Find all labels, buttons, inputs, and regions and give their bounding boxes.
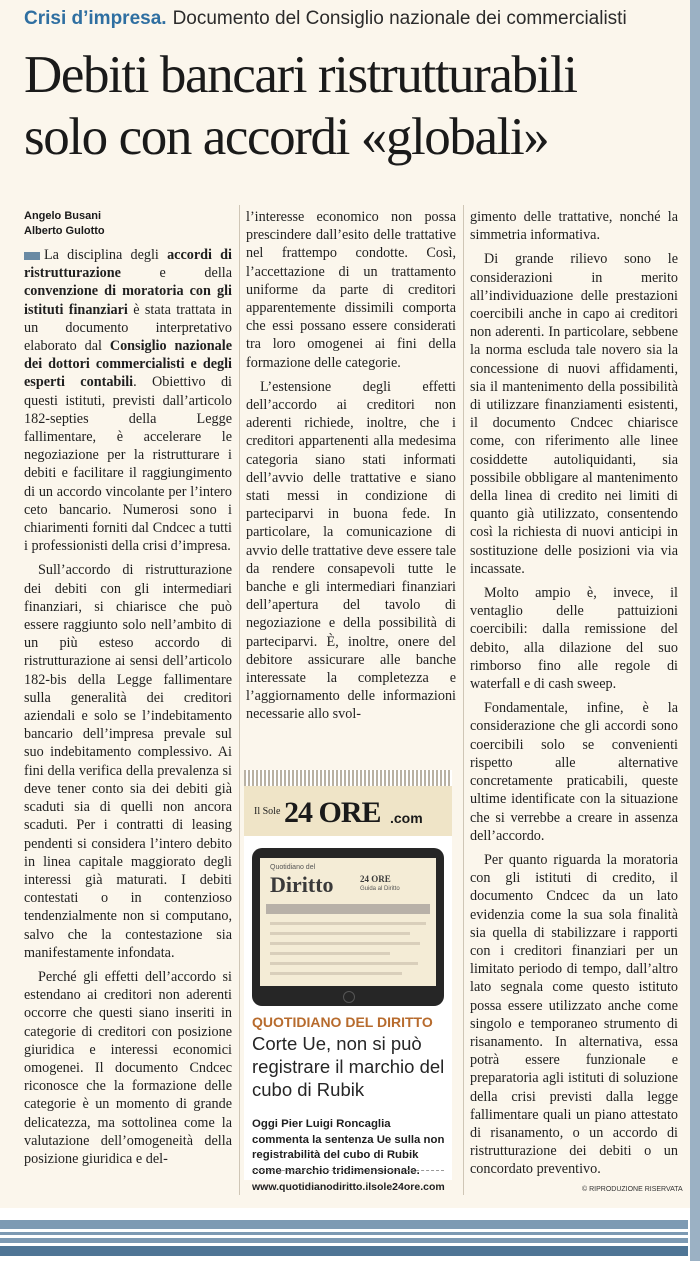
lead-marker [24, 252, 40, 260]
footer-bar [0, 1246, 688, 1256]
tablet-content-line [270, 962, 418, 965]
promo-headline[interactable]: Corte Ue, non si può registrare il marchio del cubo di Rubik [252, 1033, 445, 1100]
paragraph: Di grande rilievo sono le considerazioni in merito all’individuazione delle prestazioni coercibili anche in capo ai creditori non aderenti. In particolare, sebbene la norma escluda tale novero sia la concessione di nuovi affidamenti, sia il mantenimento della possibilità di utilizzare finanziamenti esistenti, il documento Cndcec chiarisce come, con riferimento alle linee cosiddette autoliquidanti, sia possibile obbligare al mantenimento della linea di credito nei limiti di quanto già utilizzato, consentendo così la richiesta di nuovi anticipi in sostituzione delle posizioni via via incassate. [470, 251, 678, 577]
author-name: Angelo Busani [24, 210, 102, 222]
author-name: Alberto Gulotto [24, 225, 105, 237]
promo-url-link[interactable]: www.quotidianodiritto.ilsole24ore.com [252, 1181, 445, 1193]
tablet-content-line [270, 942, 420, 945]
article-title [24, 44, 684, 168]
tablet-screen [260, 858, 436, 986]
section-label: Crisi d’impresa. [24, 8, 167, 29]
byline [24, 209, 105, 239]
footer-bar [0, 1232, 688, 1235]
tablet-content-line [270, 922, 426, 925]
logo-domain: .com [390, 810, 423, 826]
paragraph: gimento delle trattative, nonché la simmetria informativa. [470, 209, 678, 244]
promo-tag: QUOTIDIANO DEL DIRITTO [252, 1014, 433, 1030]
footer-bar [0, 1220, 688, 1229]
promo-stripe [244, 770, 452, 786]
tablet-content-line [270, 952, 390, 955]
article-column-3 [470, 208, 678, 1179]
tablet-content-line [270, 932, 410, 935]
promo-box [244, 770, 452, 1193]
copyright-notice: © RIPRODUZIONE RISERVATA [582, 1186, 683, 1193]
article-column-1 [24, 246, 232, 1168]
title-line-1: Debiti bancari ristrutturabili [24, 46, 577, 104]
page-footer-band [0, 1208, 700, 1261]
lead-paragraph: La disciplina degli accordi di ristrutturazione e della convenzione di moratoria con gli istituti finanziari è stata trattata in un documento interpretativo elaborato dal Consiglio nazionale dei dottori commercialisti e degli esperti contabili. Obiettivo di questi istituti, previsti dall’articolo 182-septies della Legge fallimentare, è accelerare le negoziazione per la ristrutturare i debiti e facilitare il raggiungimento di un accordo vincolante per l’intero ceto bancario. Numerosi sono i chiarimenti forniti dal Cndcec a tutti i professionisti della crisi d’impresa. [24, 247, 232, 555]
tablet-sub: Guida al Diritto [360, 886, 400, 892]
logo-big-text: 24 ORE [284, 796, 381, 829]
paragraph: L’estensione degli effetti dell’accordo ai creditori non aderenti richiede, inoltre, che i creditori appartenenti alla medesima categoria siano stati informati dell’avvio delle trattative e siano stati messi in condizione di parteciparvi in buona fede. In particolare, la comunicazione di avvio delle trattative deve essere tale da rendere consapevoli tutte le banche e gli intermediari finanziari dell’apertura del tavolo di negoziazione e della possibilità di parteciparvi. È, inoltre, onere del debitore assicurare alle banche interessate la completezza e l’aggiornamento delle informazioni necessarie allo svol- [246, 378, 456, 723]
promo-separator [252, 1170, 444, 1171]
tablet-title: Diritto [270, 872, 334, 897]
article-column-2 [246, 208, 456, 724]
column-divider [239, 205, 240, 1195]
tablet-content-line [270, 972, 402, 975]
paragraph: Sull’accordo di ristrutturazione dei debiti con gli intermediari finanziari, si chiarisce che può essere raggiunto solo nell’ambito di un più esteso accordo di ristrutturazione ai sensi dell’articolo 182-bis della Legge fallimentare sulla generalità dei creditori aziendali e solo se l’indebitamento bancario dell’impresa prevale sul suo indebitamento complessivo. Ai fini della verifica della prevalenza si deve tener conto sia dei debiti già scaduti sia di quelli non ancora scaduti. Per i contratti di leasing pendenti si considera l’intero debito in linea capitale maggiorato degli interessi già maturati. I debiti contestati o in contenzioso tendenzialmente non si computano, salvo che la contestazione sia manifestamente infondata. [24, 562, 232, 961]
tablet-home-button [343, 991, 355, 1003]
paragraph: Fondamentale, infine, è la considerazione che gli accordi sono coercibili solo se convenienti rispetto alle alternative concretamente praticabili, queste ultime identificate con la situazione che si verrebbe a creare in assenza dell’accordo. [470, 700, 678, 844]
column-divider [463, 205, 464, 1195]
tablet-brand: 24 ORE [360, 874, 391, 884]
logo-small-text: Il Sole [254, 806, 281, 817]
paragraph: Perché gli effetti dell’accordo si estendano ai creditori non aderenti occorre che questi siano inseriti in categorie di creditori con posizione giuridica e interessi economici omogenei. Il documento Cndcec riconosce che la formazione delle categorie è un momento di grande delicatezza, ma sottolinea come la valutazione dell’omogeneità della posizione giuridica e del- [24, 968, 232, 1167]
paragraph: l’interesse economico non possa prescindere dall’esito delle trattative nel frattempo condotte. Così, l’accettazione di un trattamento uniforme da parte di creditori apparentemente dissimili comporta che essi possano essere considerati tra loro omogenei ai fini della formazione delle categorie. [246, 209, 456, 371]
tablet-icon [252, 848, 444, 1006]
paragraph: Molto ampio è, invece, il ventaglio delle pattuizioni coercibili: dalla remissione del debito, alla dilazione del suo rimborso fino alle regole di waterfall e di cash sweep. [470, 585, 678, 693]
paragraph: Per quanto riguarda la moratoria con gli istituti di credito, il documento Cndcec da un lato evidenzia come la sua sola finalità sia quella di stabilizzare i rapporti con i creditori finanziari per un limitato periodo di tempo, dall’altro lato segnala come questo istituto possa essere utilizzato anche come singolo e temporaneo strumento di risanamento. In alternativa, essa potrà essere funzionale e preparatoria agli istituti di soluzione della crisi previsti dalla legge fallimentare quali un piano attestato di risanamento, o un accordo di ristrutturazione dei debiti o un concordato preventivo. [470, 851, 678, 1178]
promo-body: Oggi Pier Luigi Roncaglia commenta la sentenza Ue sulla non registrabilità del cubo di Rubik come marchio tridimensionale. [252, 1118, 445, 1177]
tablet-label: Quotidiano del [270, 864, 316, 871]
title-line-2: solo con accordi «globali» [24, 108, 549, 166]
kicker-subtitle: Documento del Consiglio nazionale dei commercialisti [172, 8, 627, 29]
footer-bar [0, 1238, 688, 1243]
page-edge-bar [690, 0, 700, 1261]
promo-logo [244, 786, 452, 836]
tablet-nav-bar [266, 904, 430, 914]
kicker [24, 8, 674, 30]
